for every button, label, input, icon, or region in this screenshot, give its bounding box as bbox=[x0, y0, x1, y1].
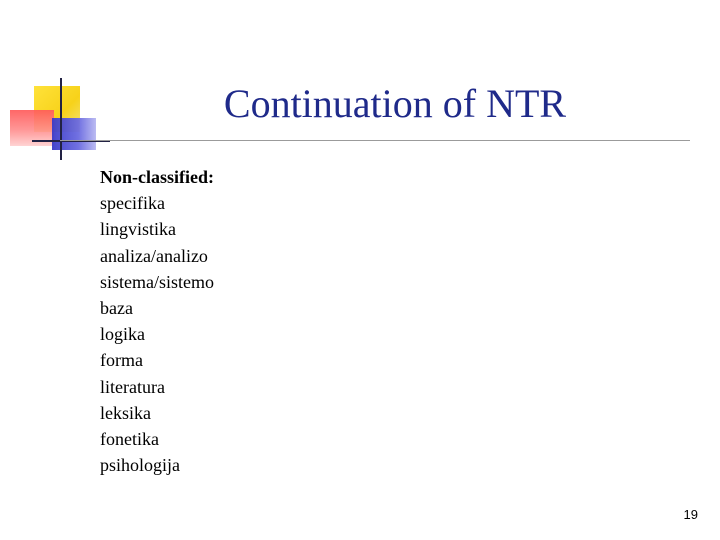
page-number: 19 bbox=[683, 507, 698, 522]
list-item: forma bbox=[100, 350, 143, 371]
list-item: psihologija bbox=[100, 455, 180, 476]
slide-content bbox=[100, 164, 660, 478]
list-item: literatura bbox=[100, 376, 165, 397]
term-list bbox=[100, 190, 660, 478]
list-item: analiza/analizo bbox=[100, 245, 208, 266]
slide-title: Continuation of NTR bbox=[223, 81, 567, 126]
title-divider bbox=[60, 140, 690, 141]
list-item: leksika bbox=[100, 402, 151, 423]
list-item: sistema/sistemo bbox=[100, 271, 214, 292]
list-heading: Non-classified: bbox=[100, 167, 214, 187]
list-item: baza bbox=[100, 298, 133, 319]
list-item: logika bbox=[100, 324, 145, 345]
corner-logo bbox=[0, 0, 110, 170]
logo-blue-square bbox=[52, 118, 96, 150]
logo-vertical-line bbox=[60, 78, 62, 160]
list-item: fonetika bbox=[100, 429, 159, 450]
list-item: lingvistika bbox=[100, 219, 176, 240]
list-item: specifika bbox=[100, 193, 165, 214]
